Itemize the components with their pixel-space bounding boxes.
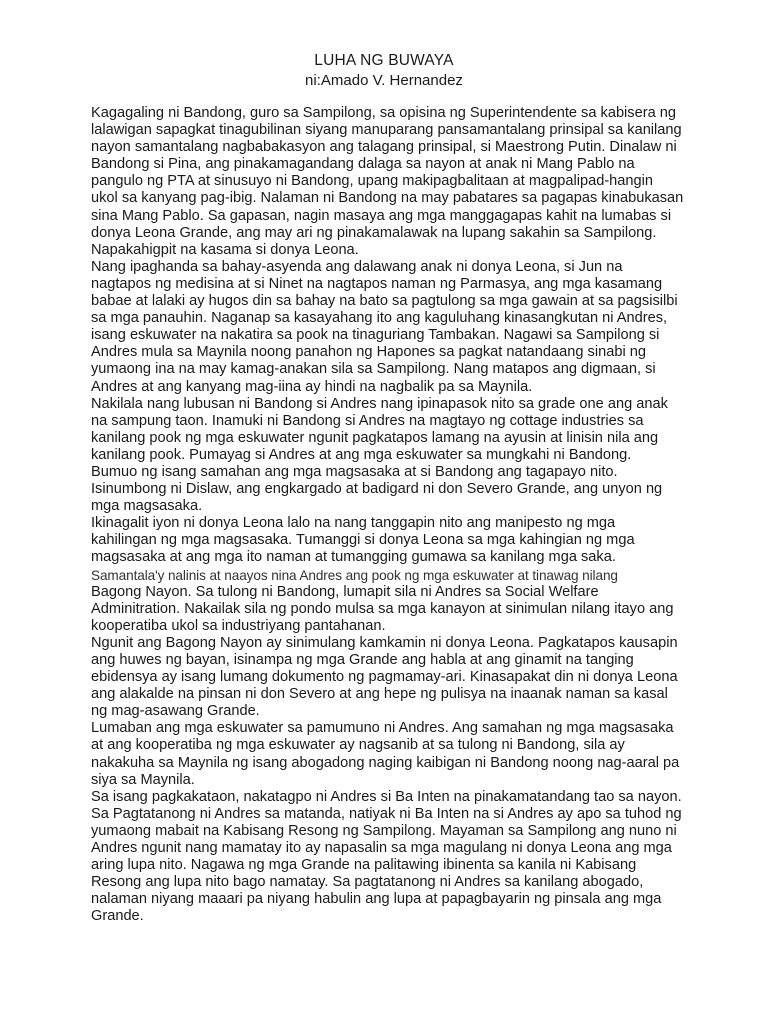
text-line: Bandong si Pina, ang pinakamagandang dalaga sa nayon at anak ni Mang Pablo na [91,156,635,173]
paragraph [91,396,691,464]
text-line: nagtapos ng medisina at si Ninet na nagtapos naman ng Parmasya, ang mga kasamang [91,275,663,292]
text-line: sa mga panauhin. Naganap sa kasayahang ito ang kaguluhang kinasangkutan ni Andres, [91,310,668,327]
text-line: nalaman niyang maaari pa niyang habulin ang lupa at papagbayarin ng pinsala ang mga [91,891,662,908]
text-line: Andres at ang kanyang mag-iina ay hindi na nagbalik pa sa Maynila. [91,378,533,395]
paragraph [91,720,691,788]
paragraph [91,259,691,396]
text-line: ukol sa kanyang pag-ibig. Nalaman ni Bandong na may pabatares sa pagapas kinabukasan [91,190,684,207]
text-line: Napakahigpit na kasama si donya Leona. [91,241,359,258]
text-line: kooperatiba ukol sa industriyang pantahanan. [91,617,386,634]
text-line: kanilang pook ng mga eskuwater ngunit pagkatapos lamang na ayusin at linisin nila ang [91,429,659,446]
text-line: at ang kooperatiba ng mga eskuwater ay nagsanib at sa tulong ni Bandong, sila ay [91,737,625,754]
text-line: Bumuo ng isang samahan ang mga magsasaka at si Bandong ang tagapayo nito. [91,463,618,480]
text-line: ang huwes ng bayan, isinampa ng mga Grande ang habla at ang ginamit na tanging [91,652,634,668]
paragraph [91,789,691,926]
text-line: Resong ang lupa nito bago namatay. Sa pagtatanong ni Andres sa kanilang abogado, [91,874,644,891]
text-line: yumaong mabait na Kabisang Resong ng Sampilong. Mayaman sa Sampilong ang nuno ni [91,822,677,839]
text-line: kanilang pook. Pumayag si Andres at ang mga eskuwater sa mungkahi ni Bandong. [91,446,632,463]
text-line: Isinumbong ni Dislaw, ang engkargado at badigard ni don Severo Grande, ang unyon ng [91,481,663,498]
text-line: Samantala'y nalinis at naayos nina Andres ang pook ng mga eskuwater at tinawag nilang [91,567,618,583]
text-line: ang alakalde na pinsan ni don Severo at ang hepe ng pulisya na inaanak naman sa kasal [91,686,668,703]
text-line: Sa Pagtatanong ni Andres sa matanda, natiyak ni Ba Inten na si Andres ay apo sa tuhod ng [91,805,682,822]
text-line: Grande. [91,908,144,925]
text-line: pangulo ng PTA at sinusuyo ni Bandong, upang makipagbalitaan at magpalipad-hangin [91,173,654,190]
text-line: Lumaban ang mga eskuwater sa pamumuno ni Andres. Ang samahan ng mga magsasaka [91,720,674,737]
text-line: Adminitration. Nakailak sila ng pondo mulsa sa mga kanayon at sinimulan nilang itayo ang [91,600,674,617]
text-line: Nakilala nang lubusan ni Bandong si Andres nang ipinapasok nito sa grade one ang anak [91,395,668,412]
document-title: LUHA NG BUWAYA [314,52,454,69]
text-line: lalawigan sapagkat tinagubilinan siyang manuparang pansamantalang prinsipal sa kanilang [91,122,682,139]
text-line: Sa isang pagkakataon, nakatagpo ni Andres si Ba Inten na pinakamatandang tao sa nayon. [91,788,682,805]
paragraph [91,567,691,635]
text-line: donya Leona Grande, ang may ari ng pinakamalawak na lupang sakahin sa Sampilong. [91,224,657,241]
text-line: ebidensya ay isang lumang dokumento ng pagmamay-ari. Kinasapakat din ni donya Leona [91,669,678,686]
text-line: babae at lalaki ay hugos din sa bahay na bato sa pagtulong sa mga gawain at sa pagsisilbi [91,293,678,310]
text-line: sina Mang Pablo. Sa gapasan, nagin masaya ang mga manggagapas kahit na lumabas si [91,207,672,224]
text-line: siya sa Maynila. [91,771,195,788]
text-line: nayon samantalang nagbabakasyon ang talagang prinsipal, si Maestrong Putin. Dinalaw ni [91,139,677,156]
text-line: Kagagaling ni Bandong, guro sa Sampilong, sa opisina ng Superintendente sa kabisera ng [91,105,676,121]
paragraph [91,515,691,566]
text-line: Bagong Nayon. Sa tulong ni Bandong, lumapit sila ni Andres sa Social Welfare [91,583,599,600]
text-line: ng mag-asawang Grande. [91,703,260,720]
document-body [91,105,691,926]
text-line: na sampung taon. Inamuki ni Bandong si Andres na magtayo ng cottage industries sa [91,412,644,429]
text-line: yumaong ina na may kamag-anakan sila sa Sampilong. Nang matapos ang digmaan, si [91,361,656,378]
text-line: kahilingan ng mga magsasaka. Tumanggi si donya Leona sa mga kahingian ng mga [91,532,635,549]
text-line: magsasaka at ang mga ito naman at tumangging gumawa sa kanilang mga saka. [91,549,616,566]
text-line: Andres ngunit nang mamatay ito ay napasalin sa mga magulang ni donya Leona ang mga [91,840,672,857]
text-line: nakakuha sa Maynila ng isang abogadong naging kaibigan ni Bandong noong nag-aaral pa [91,754,680,771]
document-header [0,51,768,90]
paragraph [91,105,691,259]
text-line: Ngunit ang Bagong Nayon ay sinimulang kamkamin ni donya Leona. Pagkatapos kausapin [91,634,678,651]
text-line: aring lupa nito. Nagawa ng mga Grande na palitawing ibinenta sa kanila ni Kabisang [91,857,637,874]
text-line: isang eskuwater na nakatira sa pook na tinaguriang Tambakan. Nagawi sa Sampilong si [91,327,660,344]
paragraph [91,635,691,720]
text-line: mga magsasaka. [91,498,203,515]
text-line: Nang ipaghanda sa bahay-asyenda ang dalawang anak ni donya Leona, si Jun na [91,258,623,275]
text-line: Andres mula sa Maynila noong panahon ng Hapones sa pagkat natandaang sinabi ng [91,344,646,361]
document-author: ni:Amado V. Hernandez [305,72,463,89]
text-line: Ikinagalit iyon ni donya Leona lalo na nang tanggapin nito ang manipesto ng mga [91,515,616,532]
paragraph [91,464,691,515]
